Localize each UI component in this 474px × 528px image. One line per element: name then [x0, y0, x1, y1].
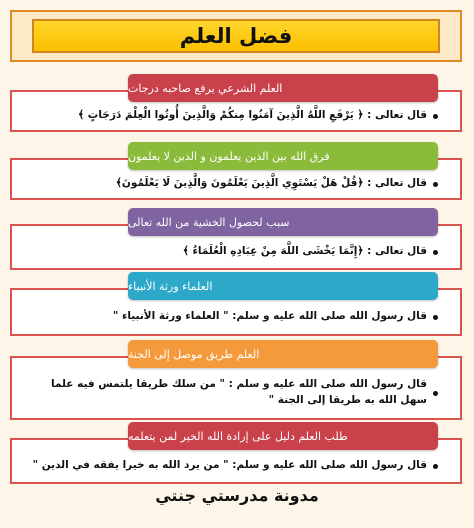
section-text: قال تعالى : ﴿إِنَّمَا يَخْشَى اللَّهَ مِنْ عِبَادِهِ الْعُلَمَاءُ ﴾: [182, 245, 427, 258]
bullet-icon: [433, 315, 438, 320]
section-heading: العلم الشرعي يرفع صاحبه درجات: [128, 74, 438, 102]
section-heading: العلماء ورثة الأنبياء: [128, 272, 438, 300]
section-text: قال رسول الله صلى الله عليه و سلم: " من يرد الله به خيرا يفقه في الدين ": [32, 459, 427, 472]
section-heading: سبب لحصول الخشية من الله تعالى: [128, 208, 438, 236]
bullet-icon: [433, 182, 438, 187]
section-heading: طلب العلم دليل على إرادة الله الخير لمن يتعلمه: [128, 422, 438, 450]
bullet-icon: [433, 114, 438, 119]
bullet-icon: [433, 250, 438, 255]
section-text: قال تعالى : ﴿قُلْ هَلْ يَسْتَوِي الَّذِينَ يَعْلَمُونَ وَالَّذِينَ لَا يَعْلَمُونَ﴾: [115, 177, 427, 190]
bullet-icon: [433, 391, 438, 396]
bullet-icon: [433, 464, 438, 469]
section-heading: العلم طريق موصل إلى الجنة: [128, 340, 438, 368]
page-title: فضل العلم: [179, 24, 293, 48]
section-heading: فرق الله بين الذين يعلمون و الذين لا يعلمون: [128, 142, 438, 170]
title-frame: [10, 10, 462, 62]
footer-credit: مدونة مدرستي جنتي: [155, 486, 319, 505]
section-text: قال تعالى : ﴿ يَرْفَعِ اللَّهُ الَّذِينَ آمَنُوا مِنكُمْ وَالَّذِينَ أُوتُوا الْعِلْمَ دَرَجَاتٍ ﴾: [77, 109, 427, 122]
section-text: قال رسول الله صلى الله عليه و سلم : " من سلك طريقا يلتمس فيه علما سهل الله به طريقا إلى الجنة ": [51, 378, 427, 406]
title-banner: [32, 19, 440, 53]
section-text: قال رسول الله صلى الله عليه و سلم: " العلماء ورثة الأنبياء ": [112, 310, 427, 323]
